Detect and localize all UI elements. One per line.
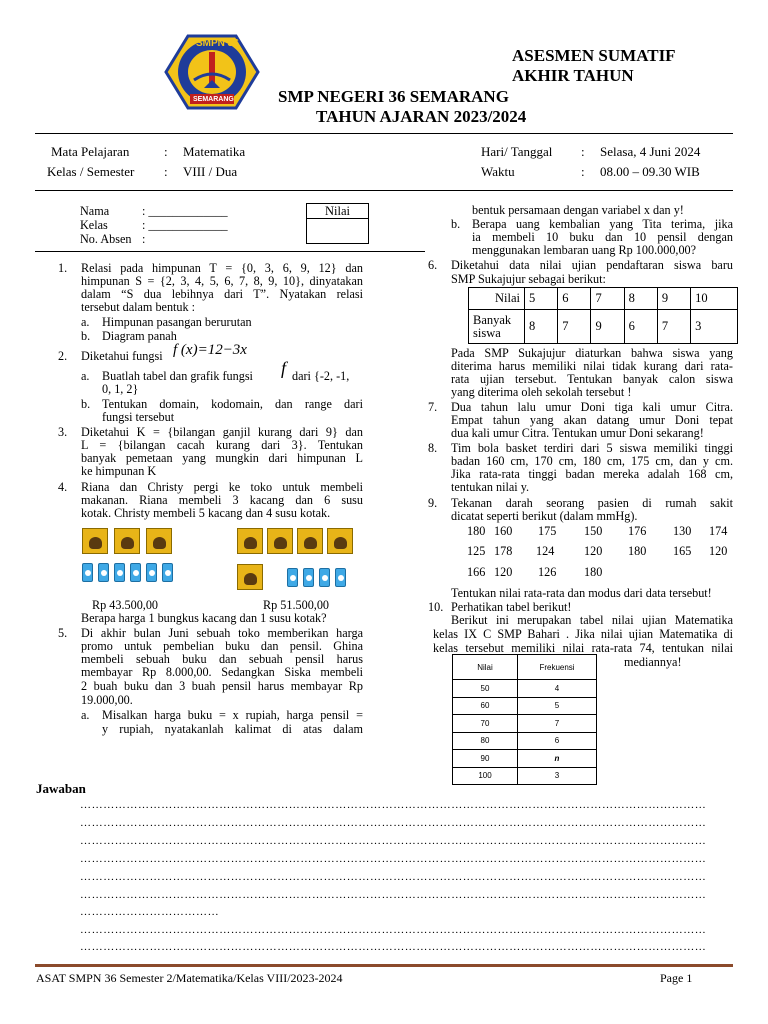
logo-text-top: SMPN 36	[196, 38, 239, 49]
q4-number: 4.	[58, 480, 68, 494]
q5-text-5: 2 buah buku dan 3 buah pensil harus membayar Rp	[81, 679, 363, 693]
q10-text-4: kelas tersebut memiliki nilai rata-rata 74, tentukan nilai	[433, 641, 733, 655]
q6-text-1: Diketahui data nilai ujian pendaftaran siswa baru	[451, 258, 733, 272]
name-field[interactable]: : _____________	[142, 204, 228, 218]
q5a-label: a.	[81, 708, 90, 722]
time-colon: :	[581, 164, 585, 179]
class-label: Kelas / Semester	[47, 164, 135, 179]
q6-cell: 5	[525, 288, 558, 310]
table-row	[453, 732, 597, 750]
q10-cell: 50	[453, 680, 518, 698]
q9-number: 9.	[428, 496, 438, 510]
q5b-text-1: Berapa uang kembalian yang Tita terima, jika	[472, 217, 733, 231]
q8-text-4: tentukan nilai y.	[451, 480, 530, 494]
q6-cell: 3	[691, 310, 738, 344]
q10-text-5: mediannya!	[624, 655, 682, 669]
q4-text-2: makanan. Riana membeli 3 kacang dan 6 susu	[81, 493, 363, 507]
q2a-text-1b: dari {-2, -1,	[292, 369, 350, 383]
table-row	[469, 288, 738, 310]
milk-box-icon	[146, 563, 157, 582]
peanut-pack-icon	[267, 528, 293, 554]
q10-number: 10.	[428, 600, 444, 614]
q1-text-1: Relasi pada himpunan T = {0, 3, 6, 9, 12} dan	[81, 261, 363, 275]
q10-cell: 100	[453, 767, 518, 785]
q7-number: 7.	[428, 400, 438, 414]
class-id-label: Kelas	[80, 218, 108, 232]
q6-text-6: yang diterima oleh sekolah tersebut !	[451, 385, 632, 399]
school-name: SMP NEGERI 36 SEMARANG	[278, 87, 509, 106]
q4-text-4: Berapa harga 1 bungkus kacang dan 1 susu kotak?	[81, 611, 327, 625]
q9-value: 175	[538, 524, 557, 538]
q9-value: 150	[584, 524, 603, 538]
table-row	[453, 715, 597, 733]
q2b-text-2: fungsi tersebut	[102, 410, 175, 424]
q2b-label: b.	[81, 397, 91, 411]
q9-value: 180	[628, 544, 647, 558]
q9-text-2: dicatat seperti berikut (dalam mmHg).	[451, 509, 638, 523]
answer-line[interactable]: ………………………………………………………………………………………………………………………………………………	[80, 799, 707, 811]
q3-number: 3.	[58, 425, 68, 439]
q3-text-1: Diketahui K = {bilangan ganjil kurang dari 9} dan	[81, 425, 363, 439]
milk-box-icon	[162, 563, 173, 582]
table-row	[453, 697, 597, 715]
q6-cell: 10	[691, 288, 738, 310]
answer-line[interactable]: ………………………………	[80, 906, 220, 918]
q5-text-3: membeli sebuah buku dan sebuah pensil harus	[81, 652, 363, 666]
absen-label: No. Absen	[80, 232, 132, 246]
q6-text-5: rata ujian tersebut. Tentukan banyak calon siswa	[451, 372, 733, 386]
q9-value: 125	[467, 544, 486, 558]
q8-number: 8.	[428, 441, 438, 455]
q6-cell: 9	[591, 310, 624, 344]
table-row	[453, 750, 597, 768]
q1-text-2: himpunan S = {2, 3, 4, 5, 6, 7, 8, 9, 10}, dinyatakan	[81, 274, 363, 288]
peanut-pack-icon	[237, 564, 263, 590]
class-value: VIII / Dua	[183, 164, 238, 179]
q1b-text: Diagram panah	[102, 329, 177, 343]
time-label: Waktu	[481, 164, 515, 179]
answer-label: Jawaban	[36, 781, 86, 796]
q10-cell: 60	[453, 697, 518, 715]
q10-cell: 7	[518, 715, 597, 733]
q6-text-4: diterima harus memiliki nilai tidak kurang dari rata-	[451, 359, 733, 373]
peanut-pack-icon	[146, 528, 172, 554]
score-box	[306, 203, 369, 244]
date-label: Hari/ Tanggal	[481, 144, 553, 159]
q5-text-2: promo untuk pembelian buku dan pensil. Ghina	[81, 639, 363, 653]
peanut-pack-icon	[114, 528, 140, 554]
q9-value: 180	[584, 565, 603, 579]
q5b-text-3: menggunakan lembaran uang Rp 100.000,00?	[472, 243, 697, 257]
identity-rule	[35, 251, 425, 252]
milk-box-icon	[287, 568, 298, 587]
q10-cell: 90	[453, 750, 518, 768]
q9-value: 130	[673, 524, 692, 538]
q5a-text-2: y rupiah, nyatakanlah kalimat di atas dalam	[102, 722, 363, 736]
q10-text-2: Berikut ini merupakan tabel nilai ujian Matematika	[451, 613, 733, 627]
meta-rule	[35, 190, 733, 191]
answer-line[interactable]: ………………………………………………………………………………………………………………………………………………	[80, 835, 707, 847]
peanut-pack-icon	[297, 528, 323, 554]
riana-price: Rp 43.500,00	[92, 598, 159, 612]
table-row	[453, 767, 597, 785]
q6-cell: 9	[657, 288, 690, 310]
q10-cell: 70	[453, 715, 518, 733]
subject-colon: :	[164, 144, 168, 159]
q5-text-1: Di akhir bulan Juni sebuah toko memberikan harga	[81, 626, 363, 640]
q10-cell: 3	[518, 767, 597, 785]
q1a-text: Himpunan pasangan berurutan	[102, 315, 252, 329]
milk-box-icon	[130, 563, 141, 582]
absen-field[interactable]: :	[142, 232, 146, 246]
header-rule	[35, 133, 733, 134]
q1-text-3: dalam “S dua lebihnya dari T”. Nyatakan relasi	[81, 287, 363, 301]
q9-value: 166	[467, 565, 486, 579]
q6-row2-label	[469, 310, 525, 344]
date-value: Selasa, 4 Juni 2024	[600, 144, 701, 159]
q3-text-2: L = {bilangan cacah kurang dari 3}. Tentukan	[81, 438, 363, 452]
time-value: 08.00 – 09.30 WIB	[600, 164, 700, 179]
milk-box-icon	[319, 568, 330, 587]
q5-text-4: membayar Rp 8.000,00. Sedangkan Siska membeli	[81, 665, 363, 679]
q5-text-6: 19.000,00.	[81, 693, 133, 707]
q7-text-2: Empat tahun yang akan datang umur Doni tepat	[451, 413, 733, 427]
q2-formula: f (x)=12−3x	[173, 342, 247, 358]
q10-cell: 80	[453, 732, 518, 750]
q9-value: 120	[494, 565, 513, 579]
q10-cell: 4	[518, 680, 597, 698]
q9-value: 176	[628, 524, 647, 538]
date-colon: :	[581, 144, 585, 159]
q10-frequency-table	[452, 654, 597, 785]
q8-text-2: badan 160 cm, 170 cm, 180 cm, 175 cm, dan y cm.	[451, 454, 733, 468]
q9-text-3: Tentukan nilai rata-rata dan modus dari data tersebut!	[451, 586, 712, 600]
q9-value: 120	[709, 544, 728, 558]
subject-label: Mata Pelajaran	[51, 144, 130, 159]
q1-text-4: tersebut dalam bentuk :	[81, 300, 196, 314]
q2a-label: a.	[81, 369, 90, 383]
q10-text-1: Perhatikan tabel berikut!	[451, 600, 572, 614]
q9-value: 174	[709, 524, 728, 538]
q9-value: 124	[536, 544, 555, 558]
milk-box-icon	[114, 563, 125, 582]
q1b-label: b.	[81, 329, 91, 343]
academic-year: TAHUN AJARAN 2023/2024	[316, 107, 527, 126]
q10-cell: n	[518, 750, 597, 768]
q6-cell: 8	[624, 288, 657, 310]
q7-text-3: dua kali umur Citra. Tentukan umur Doni sekarang!	[451, 426, 704, 440]
q9-text-1: Tekanan darah seorang pasien di rumah sakit	[451, 496, 733, 510]
q10-cell: 5	[518, 697, 597, 715]
q5a-text-1: Misalkan harga buku = x rupiah, harga pensil =	[102, 708, 363, 722]
milk-box-icon	[98, 563, 109, 582]
q10-head-frekuensi: Frekuensi	[518, 655, 597, 680]
q1-number: 1.	[58, 261, 68, 275]
subject-value: Matematika	[183, 144, 246, 159]
answer-line[interactable]: ………………………………………………………………………………………………………………………………………………	[80, 817, 707, 829]
peanut-pack-icon	[82, 528, 108, 554]
q3-text-3: banyak pemetaan yang mungkin dari himpunan L	[81, 451, 363, 465]
footer-rule	[35, 964, 733, 967]
q6-number: 6.	[428, 258, 438, 272]
q10-cell: 6	[518, 732, 597, 750]
class-id-field[interactable]: : _____________	[142, 218, 228, 232]
milk-box-icon	[335, 568, 346, 587]
q9-value: 126	[538, 565, 557, 579]
q6-row2-label-b: siswa	[473, 325, 501, 340]
q1a-label: a.	[81, 315, 90, 329]
score-label: Nilai	[307, 204, 368, 219]
q10-text-3: kelas IX C SMP Bahari . Jika nilai ujian Matematika di	[433, 627, 733, 641]
logo-text-bottom: SEMARANG	[193, 96, 234, 103]
q2-number: 2.	[58, 349, 68, 363]
footer-left: ASAT SMPN 36 Semester 2/Matematika/Kelas VIII/2023-2024	[36, 971, 343, 985]
q6-cell: 7	[558, 310, 591, 344]
q6-row2-label-a: Banyak	[473, 312, 512, 327]
q6-cell: 8	[525, 310, 558, 344]
q9-value: 160	[494, 524, 513, 538]
peanut-pack-icon	[327, 528, 353, 554]
q2-text: Diketahui fungsi	[81, 349, 163, 363]
page-number: Page 1	[660, 971, 693, 985]
q6-cell: 6	[624, 310, 657, 344]
q7-text-1: Dua tahun lalu umur Doni tiga kali umur Citra.	[451, 400, 733, 414]
q9-value: 165	[673, 544, 692, 558]
answer-line[interactable]: ………………………………………………………………………………………………………………………………………………	[80, 924, 707, 936]
q6-text-2: SMP Sukajujur sebagai berikut:	[451, 272, 606, 286]
q10-head-nilai: Nilai	[453, 655, 518, 680]
peanut-pack-icon	[237, 528, 263, 554]
q2b-text-1: Tentukan domain, kodomain, dan range dari	[102, 397, 363, 411]
q4-text-1: Riana dan Christy pergi ke toko untuk membeli	[81, 480, 363, 494]
table-row	[469, 310, 738, 344]
q6-cell: 6	[558, 288, 591, 310]
q4-text-3: kotak. Christy membeli 5 kacang dan 4 susu kotak.	[81, 506, 331, 520]
answer-line[interactable]: ………………………………………………………………………………………………………………………………………………	[80, 871, 707, 883]
assessment-title-1: ASESMEN SUMATIF	[512, 46, 676, 65]
q2a-text-2: 0, 1, 2}	[102, 382, 139, 396]
q6-text-3: Pada SMP Sukajujur diaturkan bahwa siswa yang	[451, 346, 733, 360]
q8-text-3: Jika rata-rata tinggi badan mereka adalah 168 cm,	[451, 467, 733, 481]
q2a-f: f	[281, 358, 287, 378]
q6-row1-label: Nilai	[469, 288, 525, 310]
table-row	[453, 655, 597, 680]
name-label: Nama	[80, 204, 110, 218]
class-colon: :	[164, 164, 168, 179]
q9-value: 180	[467, 524, 486, 538]
q6-cell: 7	[657, 310, 690, 344]
answer-line[interactable]: ………………………………………………………………………………………………………………………………………………	[80, 941, 707, 953]
q5-number: 5.	[58, 626, 68, 640]
milk-box-icon	[82, 563, 93, 582]
q6-score-table	[468, 287, 738, 344]
q5a-text-3: bentuk persamaan dengan variabel x dan y!	[472, 203, 684, 217]
assessment-title-2: AKHIR TAHUN	[512, 66, 634, 85]
q3-text-4: ke himpunan K	[81, 464, 157, 478]
answer-line[interactable]: ………………………………………………………………………………………………………………………………………………	[80, 853, 707, 865]
q5b-text-2: ia membeli 10 buku dan 10 pensil dengan	[472, 230, 733, 244]
answer-line[interactable]: ………………………………………………………………………………………………………………………………………………	[80, 889, 707, 901]
q9-value: 178	[494, 544, 513, 558]
q2a-text-1: Buatlah tabel dan grafik fungsi	[102, 369, 253, 383]
christy-price: Rp 51.500,00	[263, 598, 330, 612]
table-row	[453, 680, 597, 698]
q6-cell: 7	[591, 288, 624, 310]
q5b-label: b.	[451, 217, 461, 231]
q9-value: 120	[584, 544, 603, 558]
q8-text-1: Tim bola basket terdiri dari 5 siswa memiliki tinggi	[451, 441, 733, 455]
milk-box-icon	[303, 568, 314, 587]
